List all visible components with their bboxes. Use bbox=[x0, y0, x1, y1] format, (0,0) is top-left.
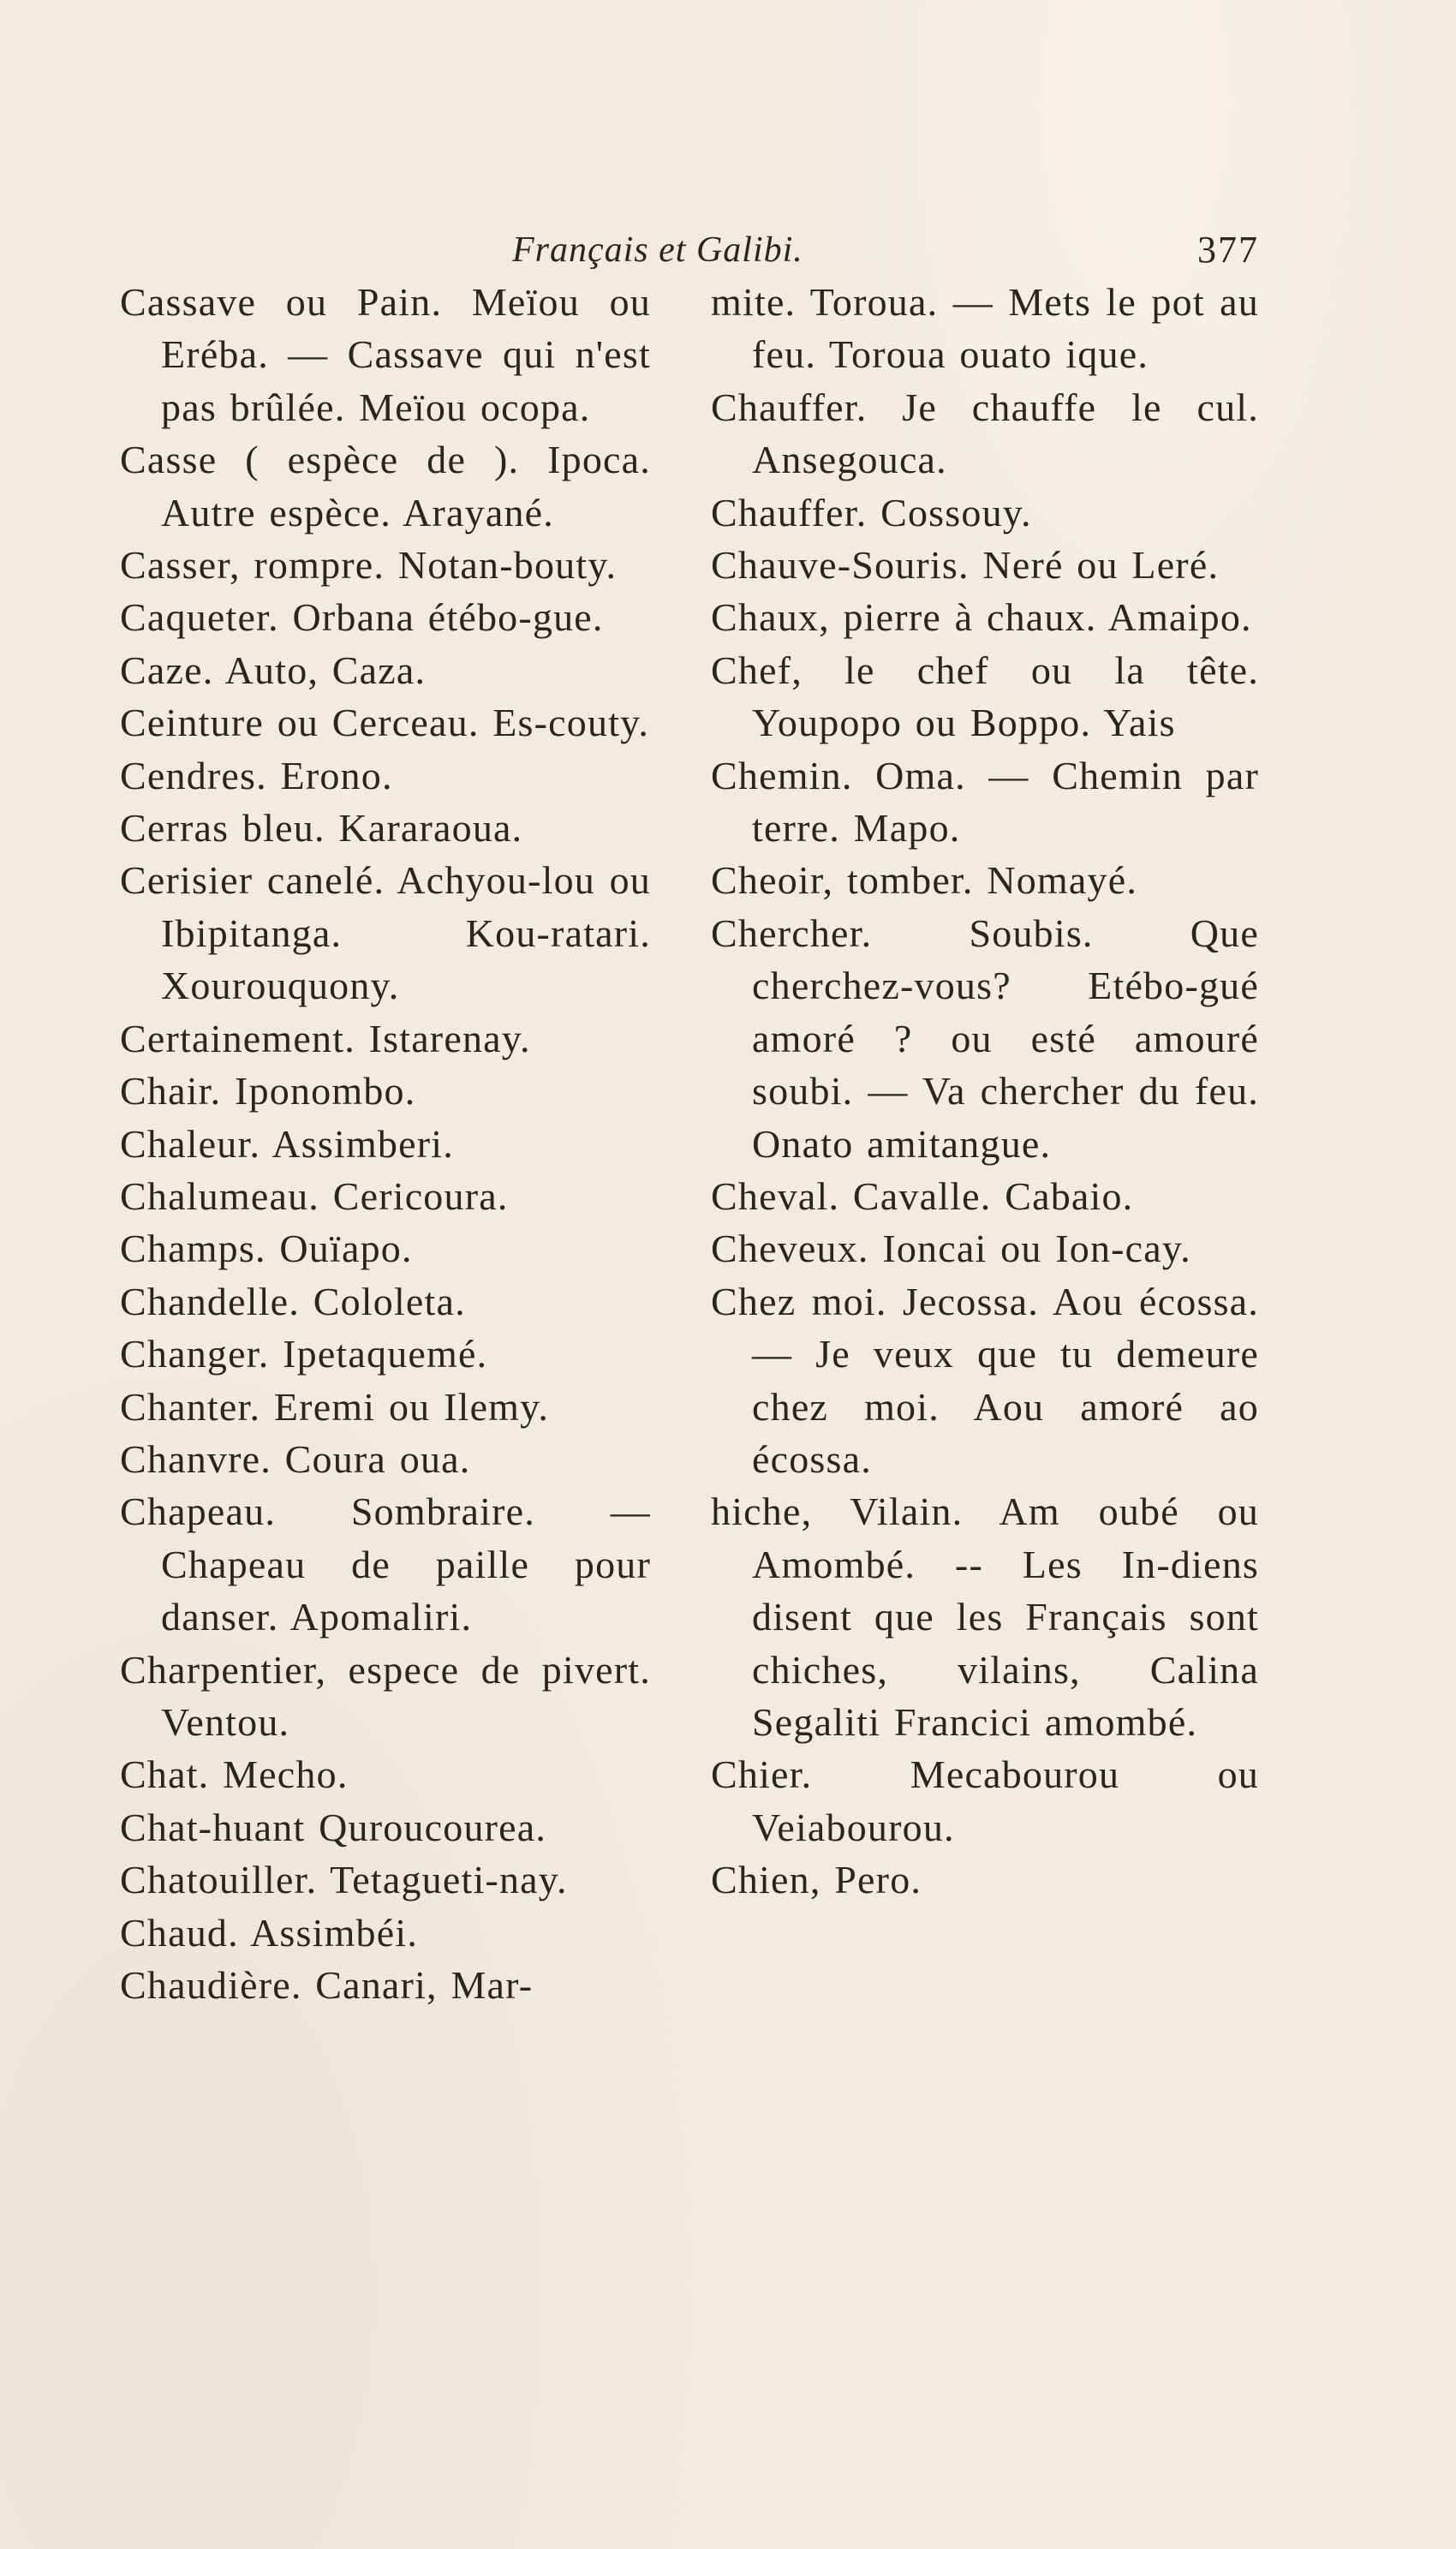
dictionary-entry: Chanter. Eremi ou Ilemy. bbox=[120, 1384, 550, 1429]
dictionary-entry: Cerras bleu. Kararaoua. bbox=[120, 806, 523, 851]
dictionary-entry: Cheveux. Ioncai ou Ion-cay. bbox=[711, 1227, 1191, 1271]
dictionary-entry: Chair. Iponombo. bbox=[120, 1069, 416, 1113]
right-column bbox=[711, 276, 1259, 1907]
dictionary-entry: Cheoir, tomber. Nomayé. bbox=[711, 858, 1138, 903]
dictionary-entry: Chatouiller. Tetagueti-nay. bbox=[120, 1858, 568, 1902]
dictionary-entry: Chaud. Assimbéi. bbox=[120, 1910, 419, 1955]
dictionary-entry: Caqueter. Orbana étébo-gue. bbox=[120, 595, 604, 640]
dictionary-entry: Casser, rompre. Notan-bouty. bbox=[120, 543, 618, 588]
dictionary-entry: Chaleur. Assimberi. bbox=[120, 1121, 454, 1166]
dictionary-entry: Ceinture ou Cerceau. Es-couty. bbox=[120, 701, 650, 745]
dictionary-entry: Chanvre. Coura oua. bbox=[120, 1436, 471, 1481]
dictionary-entry: Casse ( espèce de ). Ipoca. Autre espèce. Arayané. bbox=[120, 438, 651, 534]
dictionary-entry: Chapeau. Sombraire. — Chapeau de paille pour danser. Apomaliri. bbox=[120, 1489, 651, 1639]
dictionary-entry: Chauffer. Je chauffe le cul. Ansegouca. bbox=[711, 385, 1259, 482]
running-title: Français et Galibi. bbox=[512, 230, 803, 270]
dictionary-entry: Chef, le chef ou la tête. Youpopo ou Boppo. Yais bbox=[711, 648, 1259, 745]
dictionary-entry: hiche, Vilain. Am oubé ou Amombé. -- Les In-diens disent que les Français sont chiches, vilains, Calina Segaliti Francici amombé. bbox=[711, 1489, 1259, 1744]
dictionary-entry: Charpentier, espece de pivert. Ventou. bbox=[120, 1647, 651, 1744]
dictionary-entry: Cheval. Cavalle. Cabaio. bbox=[711, 1173, 1134, 1218]
dictionary-entry: Cendres. Erono. bbox=[120, 753, 393, 797]
dictionary-entry: Champs. Ouïapo. bbox=[120, 1227, 413, 1271]
dictionary-entry: Chien, Pero. bbox=[711, 1858, 922, 1902]
dictionary-entry: Chier. Mecabourou ou Veiabourou. bbox=[711, 1752, 1259, 1849]
dictionary-entry: Chemin. Oma. — Chemin par terre. Mapo. bbox=[711, 753, 1259, 851]
dictionary-entry: Cerisier canelé. Achyou-lou ou Ibipitanga. Kou-ratari. Xourouquony. bbox=[120, 858, 651, 1008]
page-number: 377 bbox=[1197, 229, 1259, 271]
dictionary-entry: Caze. Auto, Caza. bbox=[120, 648, 427, 692]
dictionary-entry: Chez moi. Jecossa. Aou écossa. — Je veux que tu demeure chez moi. Aou amoré ao écossa. bbox=[711, 1279, 1259, 1481]
left-column bbox=[120, 276, 651, 2011]
running-header bbox=[120, 224, 1259, 276]
dictionary-entry: Chat. Mecho. bbox=[120, 1752, 349, 1797]
dictionary-entry: Chauve-Souris. Neré ou Leré. bbox=[711, 543, 1220, 588]
dictionary-entry: Chaux, pierre à chaux. Amaipo. bbox=[711, 595, 1252, 640]
dictionary-entry: Chauffer. Cossouy. bbox=[711, 490, 1032, 534]
dictionary-entry: mite. Toroua. — Mets le pot au feu. Toroua ouato ique. bbox=[711, 280, 1259, 377]
dictionary-entry: Changer. Ipetaquemé. bbox=[120, 1332, 488, 1376]
dictionary-entry: Chercher. Soubis. Que cherchez-vous? Etébo-gué amoré ? ou esté amouré soubi. — Va chercher du feu. Onato amitangue. bbox=[711, 910, 1259, 1166]
dictionary-entry: Cassave ou Pain. Meïou ou Eréba. — Cassave qui n'est pas brûlée. Meïou ocopa. bbox=[120, 280, 651, 429]
dictionary-entry: Chaudière. Canari, Mar- bbox=[120, 1963, 534, 2007]
dictionary-entry: Chalumeau. Cericoura. bbox=[120, 1173, 509, 1218]
dictionary-entry: Certainement. Istarenay. bbox=[120, 1016, 531, 1060]
dictionary-entry: Chat-huant Quroucourea. bbox=[120, 1805, 547, 1849]
dictionary-entry: Chandelle. Cololeta. bbox=[120, 1279, 466, 1323]
